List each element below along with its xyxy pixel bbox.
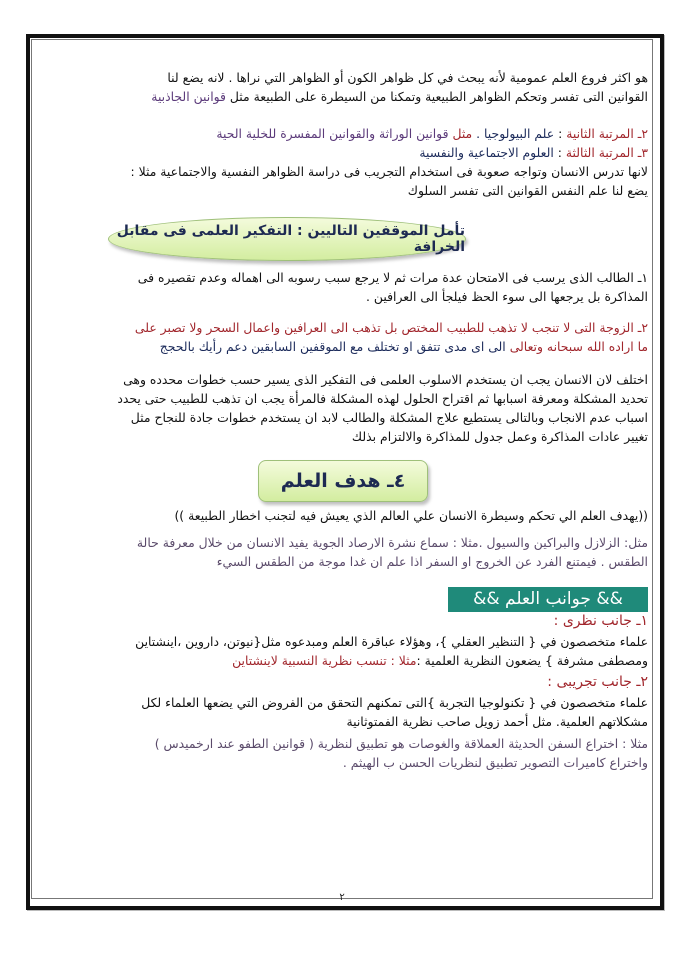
rank-second-example-label: مثل	[452, 126, 473, 141]
rank-second-label: ٢ـ المرتبة الثانية	[566, 126, 648, 141]
goal-example-line-1: مثل: الزلازل والبراكين والسيول .مثلا : سماع نشرة الارصاد الجوية يفيد الانسان من خلال معرفة حالة	[136, 535, 648, 550]
answer-line-3: اسباب عدم الانجاب وبالتالى يستطيع علاج المشكلة والطالب لابد ان يستخدم خطوات جادة للنجاح مثل	[130, 410, 648, 425]
experimental-example-line-1: مثلا : اختراع السفن الحديثة العملاقة والغوصات هو تطبيق لنظرية ( قوانين الطفو عند ارخميدس )	[154, 736, 648, 751]
rank-second-example: قوانين الوراثة والقوانين المفسرة للخلية الحية	[216, 126, 453, 141]
theory-line-2	[232, 651, 648, 670]
rank-third-sep: :	[553, 145, 566, 160]
section-title-scientific-thinking: تأمل الموقفين التاليين : التفكير العلمى فى مقابل الخرافة	[108, 217, 466, 261]
page-number: ٢	[339, 892, 345, 903]
case1-line-1: ١ـ الطالب الذى يرسب فى الامتحان عدة مرات ثم لا يرجع سبب رسوبه الى اهماله وعدم تقصيره فى	[137, 270, 648, 285]
rank-second-text: علم البيولوجيا .	[472, 126, 555, 141]
answer-line-4: تغيير عادات المذاكرة وعمل جدول للمذاكرة والالتزام بذلك	[351, 429, 648, 444]
rank-second-sep: :	[554, 126, 567, 141]
case1-line-2: المذاكرة بل يرجعها الى سوء الحظ فيلجأ الى العرافين .	[366, 289, 648, 304]
case2-line-1: ٢ـ الزوجة التى لا تنجب لا تذهب للطبيب المختص بل تذهب الى العرافين واعمال السحر ولا تصبر على	[134, 320, 648, 335]
rank-third	[419, 143, 648, 162]
social-line-1: لانها تدرس الانسان وتواجه صعوبة فى استخدام التجريب فى دراسة الظواهر النفسية والاجتماعية مثلا :	[130, 164, 648, 179]
goal-quote: ((يهدف العلم الي تحكم وسيطرة الانسان علي العالم الذي يعيش فيه لتجنب اخطار الطبيعة ))	[174, 508, 648, 523]
experimental-line-2: مشكلاتهم العلمية. مثل أحمد زويل صاحب نظرية الفمتوثانية	[346, 714, 648, 729]
case2-line-2-b: الى اى مدى تتفق او تختلف مع الموقفين السابقين دعم رأيك بالحجج	[159, 339, 510, 354]
theory-example: مثلا : تنسب نظرية النسبية لاينشتاين	[232, 653, 417, 668]
rank-third-text: العلوم الاجتماعية والنفسية	[419, 145, 554, 160]
gravity-laws-highlight: قوانين الجاذبية	[151, 89, 226, 104]
case2-line-2	[160, 337, 648, 356]
intro-line-2	[151, 87, 648, 106]
intro-line-2-text: القوانين التى تفسر وتحكم الظواهر الطبيعية وتمكنا من السيطرة على الطبيعة مثل	[225, 89, 648, 104]
social-line-2: يضع لنا علم النفس القوانين التى تفسر السلوك	[407, 183, 648, 198]
answer-line-2: تحديد المشكلة ومعرفة اسبابها ثم اقتراح الحلول لهذه المشكلة فالمرأة يجب ان تذهب للطبيب حتى يحدد	[117, 391, 648, 406]
theory-line-2-text: ومصطفى مشرفة } يضعون النظرية العلمية :	[416, 653, 648, 668]
rank-third-label: ٣ـ المرتبة الثالثة	[565, 145, 648, 160]
experimental-heading: ٢ـ جانب تجريبى :	[547, 674, 648, 690]
theory-line-1: علماء متخصصون في { التنظير العقلي }، وهؤلاء عباقرة العلم ومبدعوه مثل{نيوتن، داروين ،اينشتاين	[135, 634, 648, 649]
theory-heading: ١ـ جانب نظرى :	[553, 613, 648, 629]
experimental-line-1: علماء متخصصون في { تكنولوجيا التجربة }التى تمكنهم التحقق من الفروض التي يضعها العلماء لكل	[141, 695, 648, 710]
experimental-example-line-2: واختراع كاميرات التصوير تطبيق لنظريات الحسن ب الهيثم .	[342, 755, 648, 770]
intro-line-1: هو اكثر فروع العلم عمومية لأنه يبحث في كل ظواهر الكون أو الظواهر التي نراها . لانه يضع لنا	[167, 70, 648, 85]
case2-line-2-a: ما اراده الله سبحانه وتعالى	[509, 339, 648, 354]
answer-line-1: اختلف لان الانسان يجب ان يستخدم الاسلوب العلمى فى التفكير الذى يسير حسب خطوات محدده وهى	[123, 372, 648, 387]
section-title-goal-of-science: ٤ـ هدف العلم	[258, 460, 428, 502]
section-title-aspects-of-science: && جوانب العلم &&	[448, 587, 648, 612]
rank-second	[216, 124, 648, 143]
goal-example-line-2: الطقس . فيمتنع الفرد عن الخروج او السفر اذا علم ان غدا موجة من الطقس السيء	[216, 554, 648, 569]
